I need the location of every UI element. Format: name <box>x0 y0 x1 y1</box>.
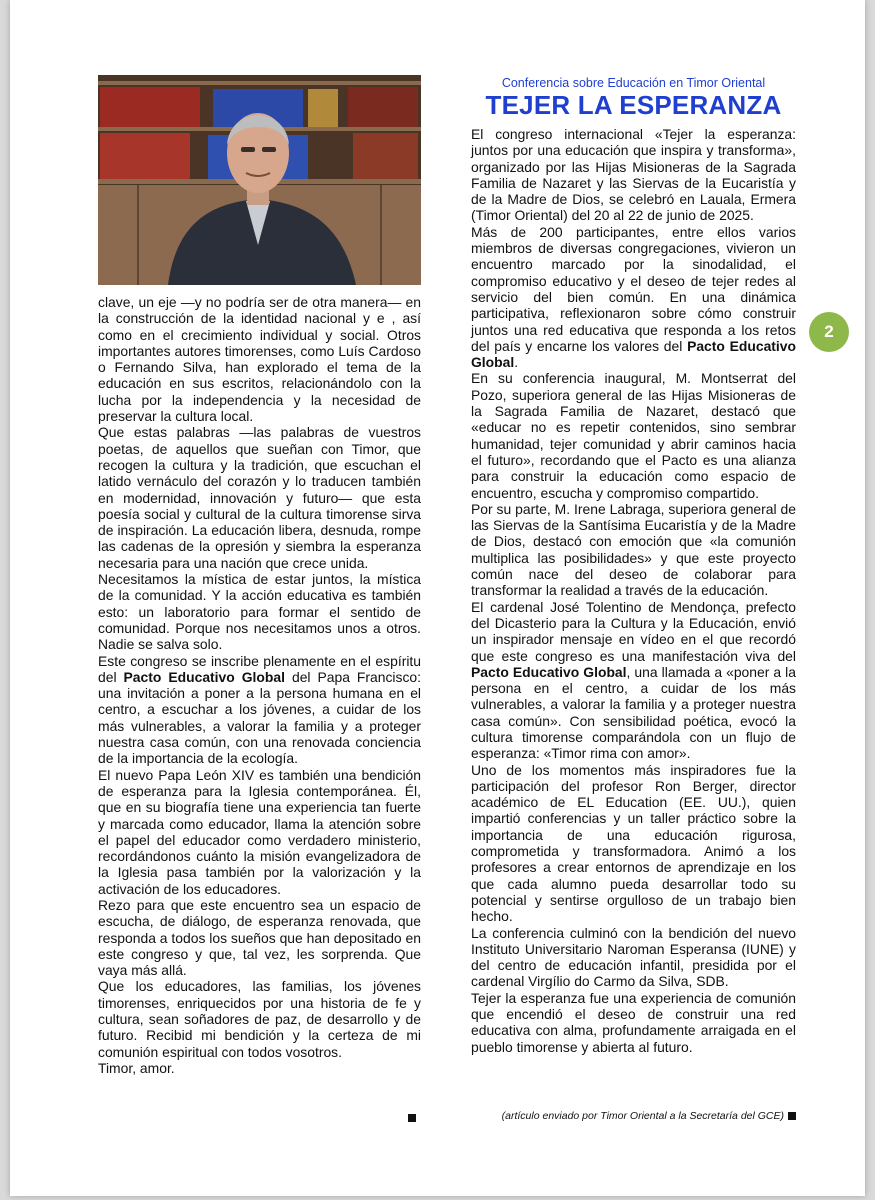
paragraph-text: del Papa Francisco: una invitación a poner a la persona humana en el centro, a escuchar a los jóvenes, a cuidar de los más vulnerables, a valorar la familia y a proteger nuestra casa común, con una renovada conciencia de la importancia de la ecología. <box>98 668 421 767</box>
paragraph: El nuevo Papa León XIV es también una bendición de esperanza para la Iglesia contemporánea. Él, que en su biografía tiene una experiencia tan fuerte y marcada como educador, llama la atención sobre el papel del educador como verdadero ministerio, recordándonos cuánto la misión evangelizadora de la Iglesia pasa también por la valorización y la activación de los educadores. <box>98 766 421 897</box>
bold-phrase: Pacto Educativo Global <box>471 337 796 371</box>
paragraph: El congreso internacional «Tejer la esperanza: juntos por una educación que inspira y transforma», organizado por las Hijas Misioneras de la Sagrada Familia de Nazaret y las Siervas de la Eucaristía y de la Madre de Dios, se celebró en Lauala, Ermera (Timor Oriental) del 20 al 22 de junio de 2025. <box>471 126 796 224</box>
bold-phrase: Pacto Educativo Global <box>471 663 627 680</box>
paragraph-text: Este congreso se inscribe plenamente en el espíritu del <box>98 652 421 685</box>
paragraph-text: . <box>514 354 519 371</box>
article-credit <box>471 1110 796 1122</box>
bold-phrase: Pacto Educativo Global <box>123 668 285 685</box>
paragraph: Que estas palabras —las palabras de vuestros poetas, de aquellos que sueñan con Timor, que recogen la cultura y la tradición, que escuchan el latido vernáculo del corazón y lo traducen también en modernidad, innovación y futuro— que esta poesía social y cultural de la cultura timorense sirva de inspiración. La educación libera, desnuda, rompe las cadenas de la opresión y siembra la esperanza necesaria para una nación que crece unida. <box>98 424 421 571</box>
left-column <box>98 294 421 1076</box>
paragraph <box>98 653 421 767</box>
article-title: TEJER LA ESPERANZA <box>485 90 782 120</box>
paragraph: clave, un eje —y no podría ser de otra manera— en la construcción de la identidad nacional y e , así como en el crecimiento individual y social. Otros importantes autores timorenses, como Luís Cardoso o Fernando Silva, han explorado el tema de la educación en sus escritos, relacionándolo con la lucha por la independencia y la necesidad de preservar la cultura local. <box>98 294 421 425</box>
speaker-photo <box>98 75 421 285</box>
right-column <box>471 126 796 1055</box>
paragraph: La conferencia culminó con la bendición del nuevo Instituto Universitario Naroman Esperansa (IUNE) y del centro de educación infantil, presidida por el cardenal Virgílio do Carmo da Silva, SDB. <box>471 924 796 990</box>
paragraph: Rezo para que este encuentro sea un espacio de escucha, de diálogo, de esperanza renovada, que responda a todos los sueños que han depositado en este congreso y que, tal vez, les sorprenda. Que vaya más allá. <box>98 896 421 979</box>
magazine-page <box>10 0 865 1196</box>
closing-line: Timor, amor. <box>98 1059 175 1076</box>
paragraph: Que los educadores, las familias, los jóvenes timorenses, enriquecidos por una historia de fe y cultura, sean soñadores de paz, de desarrollo y de futuro. Recibid mi bendición y la certeza de mi comunión espiritual con todos vosotros. <box>98 978 421 1060</box>
paragraph <box>471 599 796 762</box>
paragraph-text: , una llamada a «poner a la persona en el centro, a cuidar de los más vulnerables, a valorar la familia y a proteger nuestra casa común». Con sensibilidad poética, evocó la cultura timorense comparándola con un flujo de esperanza: «Timor rima con amor». <box>471 663 796 762</box>
end-mark <box>408 1114 416 1122</box>
paragraph: Tejer la esperanza fue una experiencia de comunión que encendió el deseo de construir una red educativa con alma, profundamente arraigada en el pueblo timorense y abierta al futuro. <box>471 989 796 1055</box>
paragraph: En su conferencia inaugural, M. Montserrat del Pozo, superiora general de las Hijas Misioneras de la Sagrada Familia de Nazaret, destacó que «educar no es repetir contenidos, sino sembrar humanidad, tejer comunidad y abrir caminos hacia el futuro», recordando que el Pacto es una alianza para construir la educación como espacio de encuentro, escucha y compromiso compartido. <box>471 370 796 501</box>
paragraph-text: El cardenal José Tolentino de Mendonça, prefecto del Dicasterio para la Cultura y la Educación, envió un inspirador mensaje en vídeo en el que recordó que este congreso es una manifestación viva del <box>471 598 796 664</box>
paragraph-text: Más de 200 participantes, entre ellos varios miembros de diversas congregaciones, vivieron un encuentro marcado por la sinodalidad, el compromiso educativo y el deseo de tejer redes al servicio del bien común. En una dinámica participativa, reflexionaron sobre cómo construir juntos una red educativa que responda a los retos del país y encarne los valores del <box>471 223 796 354</box>
section-kicker: Conferencia sobre Educación en Timor Oriental <box>501 76 766 90</box>
paragraph: Uno de los momentos más inspiradores fue la participación del profesor Ron Berger, director académico de EL Education (EE. UU.), quien impartió conferencias y un taller práctico sobre la importancia de una educación rigurosa, comprometida y transformadora. Animó a los profesores a crear entornos de aprendizaje en los que cada alumno pueda desarrollar todo su potencial y sentirse orgulloso de un trabajo bien hecho. <box>471 761 796 925</box>
paragraph: Necesitamos la mística de estar juntos, la mística de la comunidad. Y la acción educativa es también esto: un laboratorio para formar el sentido de comunidad. Porque nos necesitamos unos a otros. Nadie se salva solo. <box>98 571 421 653</box>
credit-text: (artículo enviado por Timor Oriental a la Secretaría del GCE) <box>501 1110 784 1122</box>
paragraph: Por su parte, M. Irene Labraga, superiora general de las Siervas de la Santísima Eucaristía y de la Madre de Dios, destacó con emoción que «la comunión multiplica las posibilidades» y que este proyecto común nace del deseo de colaborar para transformar la realidad a través de la educación. <box>471 500 796 599</box>
paragraph <box>471 224 796 371</box>
page-number-badge: 2 <box>809 312 849 352</box>
end-mark <box>788 1112 796 1120</box>
